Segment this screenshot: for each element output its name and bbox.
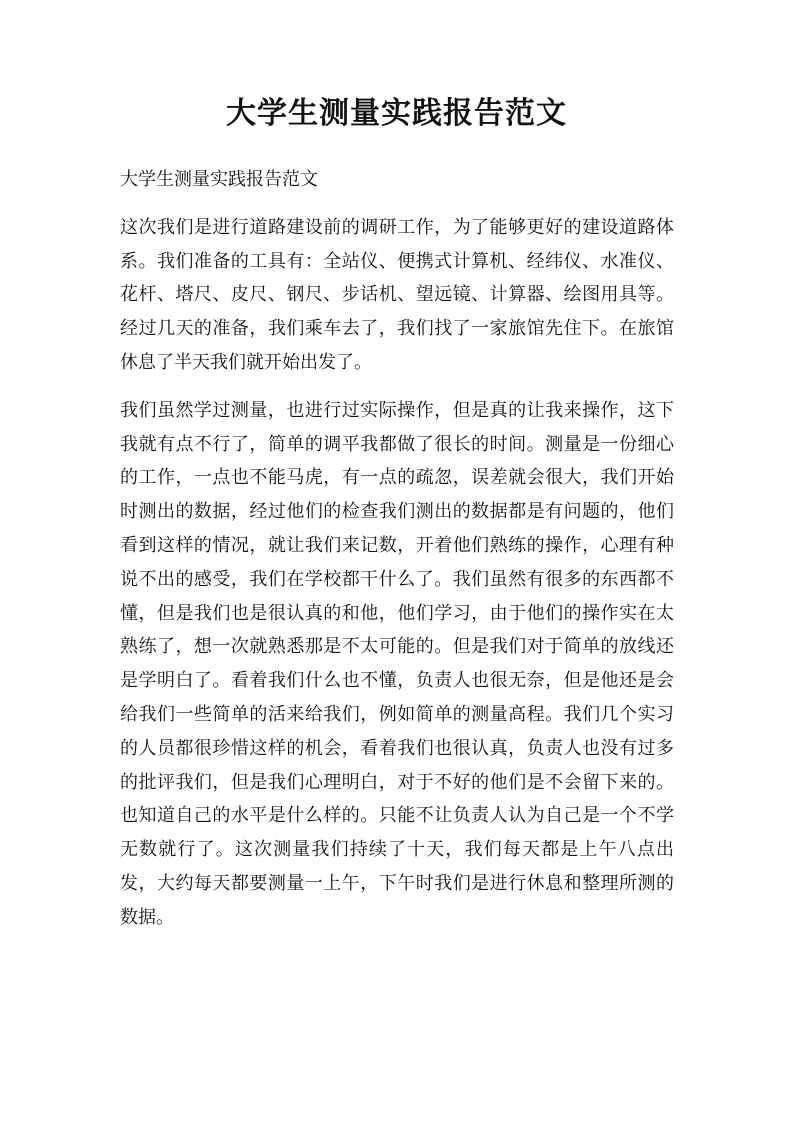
document-title: 大学生测量实践报告范文 <box>226 96 567 131</box>
paragraph: 我们虽然学过测量，也进行过实际操作，但是真的让我来操作，这下我就有点不行了，简单的调平我都做了很长的时间。测量是一份细心的工作，一点也不能马虎，有一点的疏忽，误差就会很大，我们开始时测出的数据，经过他们的检查我们测出的数据都是有问题的，他们看到这样的情况，就让我们来记数，开着他们熟练的操作，心理有种说不出的感受，我们在学校都干什么了。我们虽然有很多的东西都不懂，但是我们也是很认真的和他，他们学习，由于他们的操作实在太熟练了，想一次就熟悉那是不太可能的。但是我们对于简单的放线还是学明白了。看着我们什么也不懂，负责人也很无奈，但是他还是会给我们一些简单的活来给我们，例如简单的测量高程。我们几个实习的人员都很珍惜这样的机会，看着我们也很认真，负责人也没有过多的批评我们，但是我们心理明白，对于不好的他们是不会留下来的。也知道自己的水平是什么样的。只能不让负责人认为自己是一个不学无数就行了。这次测量我们持续了十天，我们每天都是上午八点出发，大约每天都要测量一上午，下午时我们是进行休息和整理所测的数据。 <box>120 399 674 928</box>
paragraph: 这次我们是进行道路建设前的调研工作，为了能够更好的建设道路体系。我们准备的工具有：全站仪、便携式计算机、经纬仪、水准仪、花杆、塔尺、皮尺、钢尺、步话机、望远镜、计算器、绘图用具等。经过几天的准备，我们乘车去了，我们找了一家旅馆先住下。在旅馆休息了半天我们就开始出发了。 <box>120 216 674 373</box>
document-body <box>120 163 674 935</box>
document-subtitle: 大学生测量实践报告范文 <box>120 169 318 190</box>
